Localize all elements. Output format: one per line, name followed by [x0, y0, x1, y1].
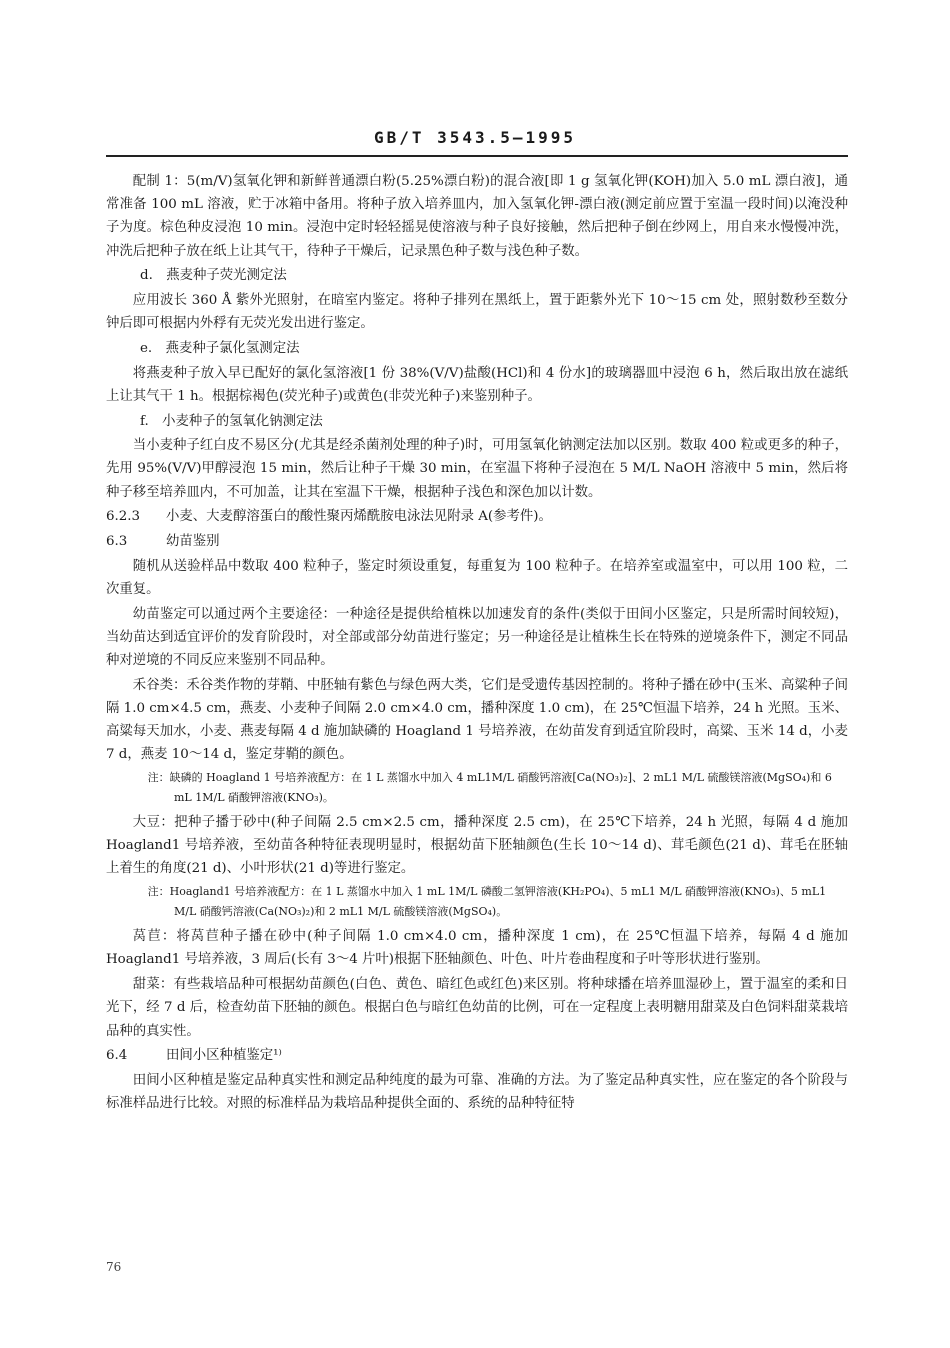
- section-6-3: [106, 530, 848, 553]
- paragraph-hcl: 将燕麦种子放入早已配好的氯化氢溶液[1 份 38%(V/V)盐酸(HCl)和 4 份水]的玻璃器皿中浸泡 6 h，然后取出放在滤纸上让其气干 1 h。根据棕褐色(荧光种子)或黄色(非荧光种子)来鉴别种子。: [106, 365, 848, 404]
- page-header: GB/T 3543.5—1995: [373, 128, 577, 147]
- section-6-2-3: [106, 505, 848, 528]
- paragraph-sugar-beet: 甜菜：有些栽培品种可根据幼苗颜色(白色、黄色、暗红色或红色)来区别。将种球播在培养皿湿砂上，置于温室的柔和日光下，经 7 d 后，检查幼苗下胚轴的颜色。根据白色与暗红色幼苗的比例，可在一定程度上表明糖用甜菜及白色饲料甜菜栽培品种的真实性。: [106, 977, 848, 1039]
- paragraph-seedling-approaches: 幼苗鉴定可以通过两个主要途径：一种途径是提供给植株以加速发育的条件(类似于田间小区鉴定，只是所需时间较短)，当幼苗达到适宜评价的发育阶段时，对全部或部分幼苗进行鉴定；另一种途径是让植株生长在特殊的逆境条件下，测定不同品种对逆境的不同反应来鉴别不同品种。: [106, 606, 848, 669]
- note-hoagland-no-phosphate: 注：缺磷的 Hoagland 1 号培养液配方：在 1 L 蒸馏水中加入 4 mL1M/L 硝酸钙溶液[Ca(NO₃)₂]、2 mL1 M/L 硫酸镁溶液(MgSO₄)和 6 mL 1M/L 硝酸钾溶液(KNO₃)。: [147, 771, 832, 805]
- note-hoagland-formula: 注：Hoagland1 号培养液配方：在 1 L 蒸馏水中加入 1 mL 1M/L 磷酸二氢钾溶液(KH₂PO₄)、5 mL1 M/L 硝酸钾溶液(KNO₃)、5 mL1 M/L 硝酸钙溶液(Ca(NO₃)₂)和 2 mL1 M/L 硫酸镁溶液(MgSO₄)。: [147, 885, 827, 919]
- section-title: 田间小区种植鉴定¹⁾: [166, 1048, 282, 1064]
- paragraph-khoh-bleach: 配制 1：5(m/V)氢氧化钾和新鲜普通漂白粉(5.25%漂白粉)的混合液[即 1 g 氢氧化钾(KOH)加入 5.0 mL 漂白液]，通常准备 100 mL 溶液，贮于冰箱中备用。将种子放入培养皿内，加入氢氧化钾-漂白液(测定前应置于室温一段时间)以淹没种子为度。棕色种皮浸泡 10 min。浸泡中定时轻轻摇晃使溶液与种子良好接触，然后把种子倒在纱网上，用自来水慢慢冲洗，冲洗后把种子放在纸上让其气干，待种子干燥后，记录黑色种子数与浅色种子数。: [106, 174, 848, 259]
- header-rule: [106, 155, 848, 157]
- paragraph-cereals: 禾谷类：禾谷类作物的芽鞘、中胚轴有紫色与绿色两大类，它们是受遗传基因控制的。将种子播在砂中(玉米、高粱种子间隔 1.0 cm×4.5 cm，燕麦、小麦种子间隔 2.0 cm×4.0 cm，播种深度 1.0 cm)，在 25℃恒温下培养，24 h 光照。玉米、高粱每天加水，小麦、燕麦每隔 4 d 施加缺磷的 Hoagland 1 号培养液，在幼苗发育到适宜阶段时，高粱、玉米 14 d，小麦 7 d，燕麦 10～14 d，鉴定芽鞘的颜色。: [106, 677, 848, 763]
- section-6-4: [106, 1044, 848, 1067]
- paragraph-field-plot: 田间小区种植是鉴定品种真实性和测定品种纯度的最为可靠、准确的方法。为了鉴定品种真实性，应在鉴定的各个阶段与标准样品进行比较。对照的标准样品为栽培品种提供全面的、系统的品种特征特: [106, 1072, 848, 1112]
- paragraph-soybean: 大豆：把种子播于砂中(种子间隔 2.5 cm×2.5 cm，播种深度 2.5 cm)，在 25℃下培养，24 h 光照，每隔 4 d 施加 Hoagland1 号培养液，至幼苗各种特征表现明显时，根据幼苗下胚轴颜色(生长 10～14 d)、茸毛颜色(21 d)、茸毛在胚轴上着生的角度(21 d)、小叶形状(21 d)等进行鉴定。: [106, 815, 848, 877]
- paragraph-naoh: 当小麦种子红白皮不易区分(尤其是经杀菌剂处理的种子)时，可用氢氧化钠测定法加以区别。数取 400 粒或更多的种子，先用 95%(V/V)甲醇浸泡 15 min，然后让种子干燥 30 min，在室温下将种子浸泡在 5 M/L NaOH 溶液中 5 min，然后将种子移至培养皿内，不可加盖，让其在室温下干燥，根据种子浅色和深色加以计数。: [106, 438, 848, 500]
- section-number: 6.3: [106, 534, 128, 550]
- section-number: 6.2.3: [106, 509, 141, 525]
- item-f-heading: f. 小麦种子的氢氧化钠测定法: [140, 413, 323, 429]
- page-body: [106, 170, 848, 1117]
- page-number: 76: [106, 1260, 122, 1274]
- section-text: 小麦、大麦醇溶蛋白的酸性聚丙烯酰胺电泳法见附录 A(参考件)。: [166, 509, 552, 525]
- item-d-heading: d. 燕麦种子荧光测定法: [140, 268, 287, 284]
- section-title: 幼苗鉴别: [166, 534, 220, 550]
- item-e-heading: e. 燕麦种子氯化氢测定法: [140, 340, 300, 356]
- paragraph-lettuce: 莴苣：将莴苣种子播在砂中(种子间隔 1.0 cm×4.0 cm，播种深度 1 cm)，在 25℃恒温下培养，每隔 4 d 施加 Hoagland1 号培养液，3 周后(长有 3～4 片叶)根据下胚轴颜色、叶色、叶片卷曲程度和子叶等形状进行鉴别。: [106, 929, 848, 968]
- section-number: 6.4: [106, 1048, 128, 1064]
- paragraph-seedling-sampling: 随机从送验样品中数取 400 粒种子，鉴定时须设重复，每重复为 100 粒种子。在培养室或温室中，可以用 100 粒，二次重复。: [106, 558, 848, 597]
- paragraph-fluorescence: 应用波长 360 Å 紫外光照射，在暗室内鉴定。将种子排列在黑纸上，置于距紫外光下 10～15 cm 处，照射数秒至数分钟后即可根据内外稃有无荧光发出进行鉴定。: [106, 293, 848, 332]
